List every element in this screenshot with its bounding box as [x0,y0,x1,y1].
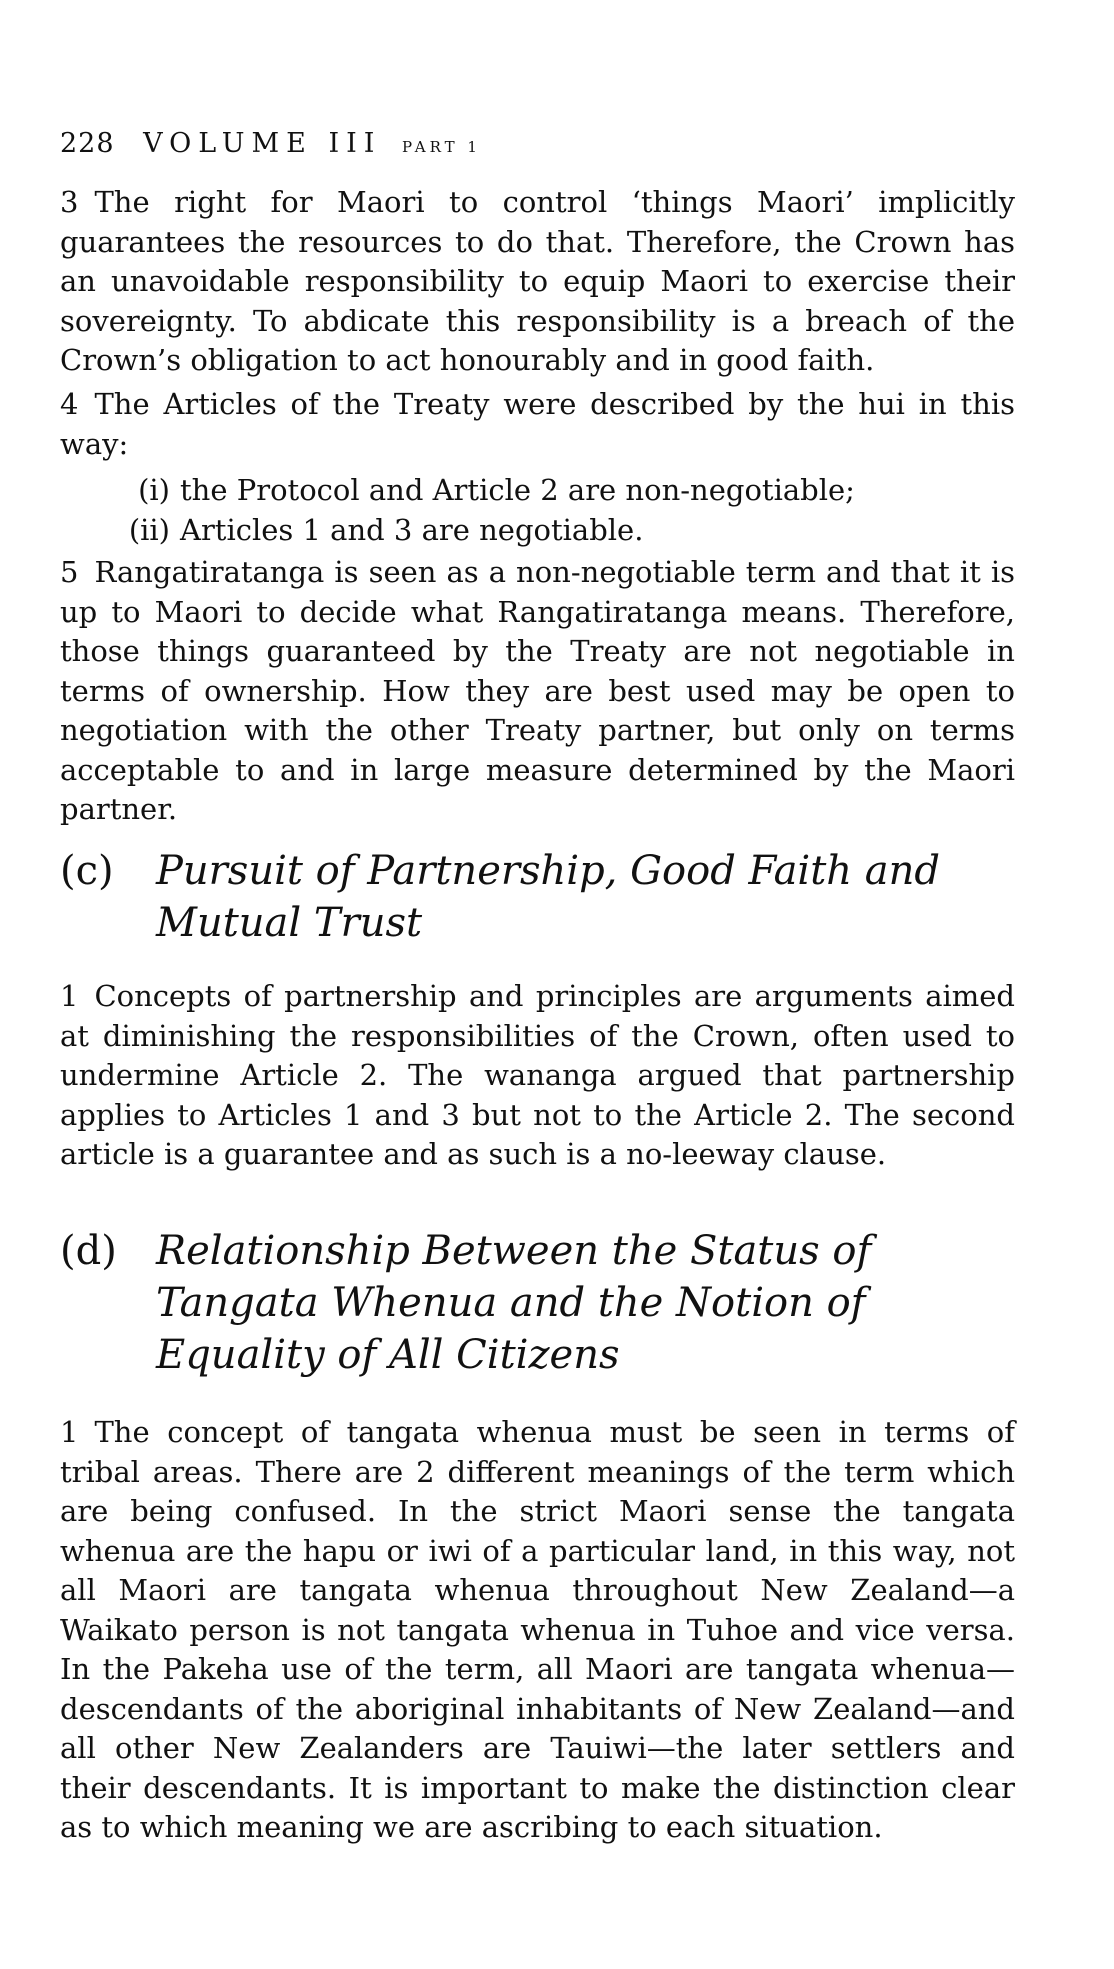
paragraph-number: 4 [60,387,79,421]
paragraph-b4 [60,385,1015,464]
list-item-text: Articles 1 and 3 are negotiable. [180,513,644,547]
list-item [118,510,643,550]
paragraph-d1 [60,1413,1015,1848]
paragraph-number: 1 [60,979,79,1013]
paragraph-text: The concept of tangata whenua must be seen in terms of tribal areas. There are 2 different meanings of the term which are being confused. In the strict Maori sense the tangata whenua are the hapu or iwi of a particular land, in this way, not all Maori are tangata whenua throughout New Zealand—a Waikato person is not tangata whenua in Tuhoe and vice versa. In the Pakeha use of the term, all Maori are tangata whenua—descendants of the aboriginal inhabitants of New Zealand—and all other New Zealanders are Tauiwi—the later settlers and their descendants. It is important to make the distinction clear as to which meaning we are ascribing to each situation. [60,1415,1015,1844]
section-heading-d [60,1225,1020,1385]
paragraph-number: 3 [60,185,79,219]
section-title: Relationship Between the Status of Tangata Whenua and the Notion of Equality of All Citizens [156,1228,872,1378]
part-label: PART 1 [402,138,481,156]
list-item [118,470,855,510]
paragraph-text: Rangatiratanga is seen as a non-negotiable term and that it is up to Maori to decide what Rangatiratanga means. Therefore, those things guaranteed by the Treaty are not negotiable in terms of ownership. How they are best used may be open to negotiation with the other Treaty partner, but only on terms acceptable to and in large measure determined by the Maori partner. [60,555,1015,826]
paragraph-number: 1 [60,1415,79,1449]
paragraph-c1 [60,977,1015,1175]
section-letter: (d) [60,1228,117,1274]
section-title: Pursuit of Partnership, Good Faith and Mutual Trust [156,848,940,946]
paragraph-text: The right for Maori to control ‘things Maori’ implicitly guarantees the resources to do that. Therefore, the Crown has an unavoidable responsibility to equip Maori to exercise their sovereignty. To abdicate this responsibility is a breach of the Crown’s obligation to act honourably and in good faith. [60,185,1015,377]
paragraph-text: Concepts of partnership and principles are arguments aimed at diminishing the responsibilities of the Crown, often used to undermine Article 2. The wananga argued that partnership applies to Articles 1 and 3 but not to the Article 2. The second article is a guarantee and as such is a no-leeway clause. [60,979,1015,1171]
volume-label: VOLUME III [143,128,382,159]
paragraph-number: 5 [60,555,79,589]
list-item-label: (i) [138,473,170,507]
list-item-text: the Protocol and Article 2 are non-negotiable; [180,473,855,507]
section-letter: (c) [60,848,114,894]
page-number: 228 [60,128,115,159]
list-item-label: (ii) [128,513,170,547]
paragraph-b3 [60,183,1015,381]
paragraph-text: The Articles of the Treaty were described by the hui in this way: [60,387,1015,461]
section-heading-c [60,845,1020,955]
paragraph-b5 [60,553,1015,830]
running-head [60,128,481,159]
